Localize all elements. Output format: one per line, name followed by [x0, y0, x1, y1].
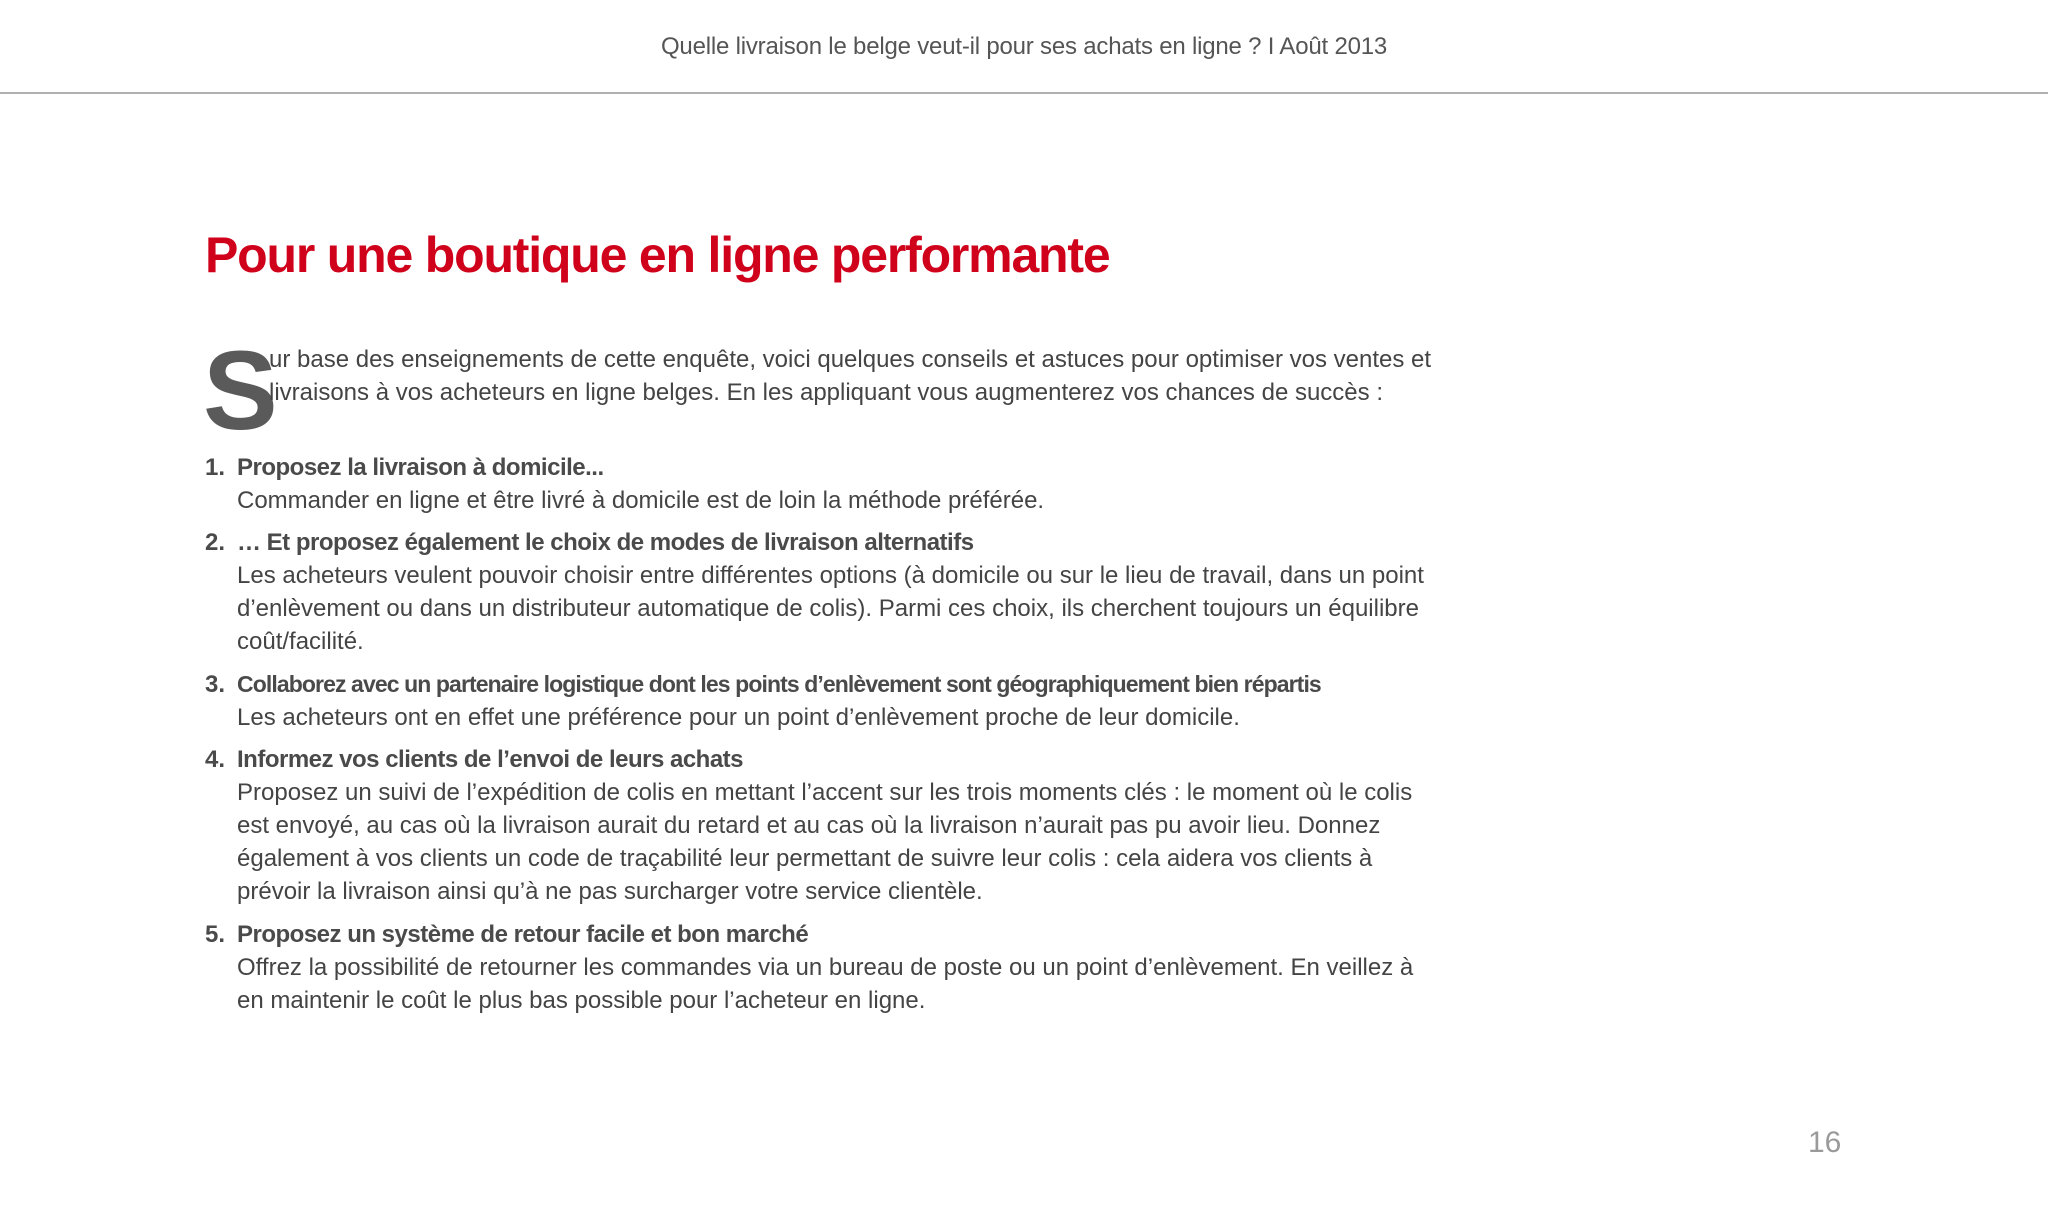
dropcap-letter: S — [203, 328, 278, 453]
tip-title: Informez vos clients de l’envoi de leurs achats — [237, 746, 744, 773]
tip-item-1 — [205, 451, 1445, 517]
intro-text: ur base des enseignements de cette enquête, voici quelques conseils et astuces pour optimiser vos ventes et livraisons à vos acheteurs en ligne belges. En les appliquant vous augmenterez vos chances de succès : — [269, 346, 1432, 406]
page-title: Pour une boutique en ligne performante — [205, 227, 1110, 283]
tip-number: 3. — [205, 671, 226, 698]
tip-item-5 — [205, 918, 1445, 1017]
tip-number: 2. — [205, 529, 226, 556]
tip-title: Proposez la livraison à domicile... — [237, 454, 604, 481]
header-divider — [0, 92, 2048, 94]
tip-item-3 — [205, 668, 1445, 734]
page-number: 16 — [1808, 1126, 1842, 1159]
tip-body: Les acheteurs veulent pouvoir choisir entre différentes options (à domicile ou sur le lieu de travail, dans un point d’enlèvement ou dans un distributeur automatique de colis). Parmi ces choix, ils cherchent toujours un équilibre coût/facilité. — [237, 562, 1424, 655]
running-header: Quelle livraison le belge veut-il pour ses achats en ligne ? I Août 2013 — [660, 33, 1388, 60]
tip-body: Les acheteurs ont en effet une préférence pour un point d’enlèvement proche de leur domicile. — [237, 704, 1240, 731]
tip-title: Proposez un système de retour facile et bon marché — [237, 921, 809, 948]
tip-item-4 — [205, 743, 1445, 908]
tip-title: Collaborez avec un partenaire logistique dont les points d’enlèvement sont géographiquement bien répartis — [237, 671, 1321, 697]
tip-body: Offrez la possibilité de retourner les commandes via un bureau de poste ou un point d’enlèvement. En veillez à en maintenir le coût le plus bas possible pour l’acheteur en ligne. — [237, 954, 1414, 1014]
tip-body: Proposez un suivi de l’expédition de colis en mettant l’accent sur les trois moments clés : le moment où le colis est envoyé, au cas où la livraison aurait du retard et au cas où la livraison n’aurait pas pu avoir lieu. Donnez également à vos clients un code de traçabilité leur permettant de suivre leur colis : cela aidera vos clients à prévoir la livraison ainsi qu’à ne pas surcharger votre service clientèle. — [237, 779, 1413, 905]
tip-number: 5. — [205, 921, 226, 948]
tip-item-2 — [205, 526, 1445, 658]
tip-number: 1. — [205, 454, 226, 481]
tip-body: Commander en ligne et être livré à domicile est de loin la méthode préférée. — [237, 487, 1045, 514]
tip-number: 4. — [205, 746, 226, 773]
tip-title: … Et proposez également le choix de modes de livraison alternatifs — [237, 529, 974, 556]
